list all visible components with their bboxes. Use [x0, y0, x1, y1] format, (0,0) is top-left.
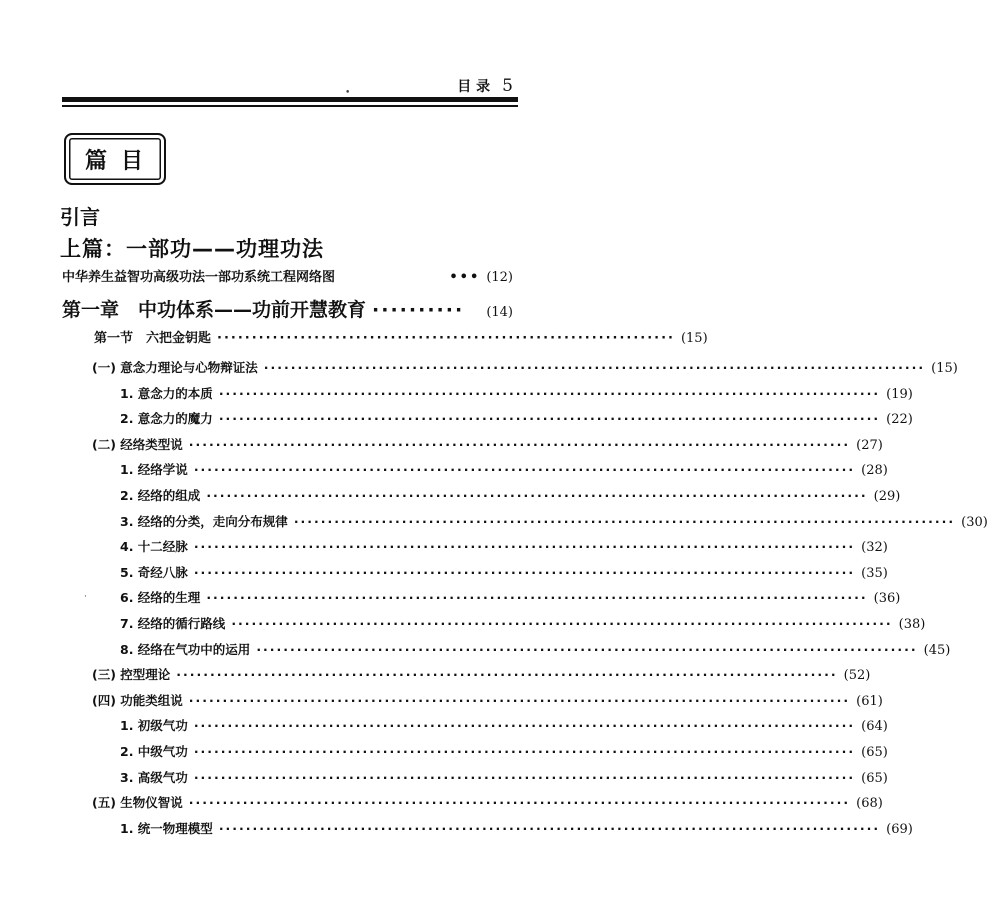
toc-entry-label: 中华养生益智功高级功法一部功系统工程网络图	[62, 270, 336, 285]
toc-entry[interactable]	[120, 409, 913, 428]
toc-page-number: (61)	[856, 693, 883, 709]
toc-entry-label: (四) 功能类组说	[92, 692, 183, 708]
toc-entry[interactable]	[92, 665, 871, 684]
toc-entry-label: (五) 生物仪智说	[92, 795, 183, 811]
toc-leader-dots: ··································································································	[193, 718, 856, 734]
toc-page-number: (38)	[898, 617, 926, 632]
toc-entry[interactable]	[120, 486, 901, 504]
toc-leader-dots: ··································································································	[176, 667, 838, 683]
toc-entry[interactable]	[92, 793, 883, 812]
toc-leader-dots: •••	[449, 270, 481, 285]
toc-entry-label: (一) 意念力理论与心物辩证法	[92, 360, 258, 375]
toc-leader-dots: ··································································································	[193, 744, 856, 759]
toc-leader-dots: ··································································································	[193, 769, 856, 785]
toc-page-number: (29)	[873, 489, 901, 504]
toc-leader-dots: ··································································	[217, 331, 675, 346]
toc-entry-label: (三) 控型理论	[92, 667, 171, 683]
toc-leader-dots: ··································································································	[218, 820, 881, 836]
toc-leader-dots: ··································································································	[263, 360, 926, 375]
toc-entry[interactable]	[120, 742, 888, 760]
toc-entry[interactable]	[120, 768, 888, 786]
header-rule-thick	[62, 97, 518, 102]
toc-page-number: (27)	[856, 437, 883, 453]
toc-leader-dots: ··········	[372, 299, 465, 321]
toc-entry-network-map[interactable]	[62, 266, 513, 285]
toc-entry-label: 3. 高级气功	[120, 769, 188, 785]
toc-page-number: (15)	[931, 361, 958, 376]
toc-page-number: (19)	[886, 386, 913, 402]
toc-entry-label: 8. 经络在气功中的运用	[120, 641, 251, 657]
toc-entry[interactable]	[92, 691, 883, 709]
toc-page-number: (35)	[861, 565, 888, 581]
toc-leader-dots: ··································································································	[293, 513, 956, 529]
toc-leader-dots: ··································································································	[231, 616, 893, 631]
toc-entry[interactable]	[92, 358, 958, 376]
toc-entry-label: 1. 意念力的本质	[120, 385, 213, 401]
toc-page-number: (65)	[861, 770, 888, 786]
toc-entry[interactable]	[120, 384, 913, 402]
toc-entry-label: 2. 中级气功	[120, 744, 188, 759]
toc-page-number: (36)	[873, 591, 901, 607]
toc-entry[interactable]	[120, 588, 901, 607]
toc-page-number: (52)	[843, 668, 871, 684]
toc-entry-label: 1. 统一物理模型	[120, 820, 213, 836]
toc-entry-label: (二) 经络类型说	[92, 436, 183, 452]
toc-entry[interactable]	[120, 563, 888, 581]
toc-page-number: (45)	[923, 642, 951, 658]
toc-entry-label: 6. 经络的生理	[120, 590, 201, 606]
toc-entry-label: 2. 经络的组成	[120, 488, 201, 503]
scan-speck: ·	[84, 592, 87, 602]
toc-entry-section-1[interactable]	[94, 327, 708, 346]
toc-page-number: (22)	[886, 412, 913, 428]
toc-page-number: (68)	[856, 796, 883, 812]
toc-entry[interactable]	[120, 716, 888, 735]
toc-leader-dots: ··································································································	[188, 692, 851, 708]
toc-entry-label: 1. 初级气功	[120, 718, 188, 734]
toc-entry-label: 2. 意念力的魔力	[120, 411, 213, 427]
scan-speck: •	[345, 88, 351, 98]
toc-leader-dots: ··································································································	[206, 488, 868, 503]
toc-leader-dots: ··································································································	[206, 590, 868, 606]
toc-entry-label: 5. 奇经八脉	[120, 564, 188, 580]
toc-page-number: (28)	[861, 463, 888, 479]
running-header-label: 目 录	[457, 79, 491, 95]
toc-leader-dots: ··································································································	[218, 385, 881, 401]
header-rule-thin	[62, 105, 518, 107]
part-heading[interactable]: 上篇：一部功——功理功法	[60, 237, 324, 261]
intro-heading[interactable]: 引言	[60, 205, 100, 229]
toc-leader-dots: ··································································································	[193, 462, 856, 478]
toc-page-number: (30)	[961, 514, 988, 530]
toc-entry[interactable]	[120, 460, 888, 479]
toc-entry-label: 7. 经络的循行路线	[120, 616, 226, 631]
toc-entry-label: 第一节 六把金钥匙	[94, 331, 212, 346]
page-number: 5	[502, 76, 513, 96]
toc-page-number: (69)	[886, 821, 913, 837]
toc-page-number: (64)	[861, 719, 888, 735]
toc-entry[interactable]	[92, 435, 883, 453]
toc-entry[interactable]	[120, 819, 913, 837]
toc-entry[interactable]	[120, 640, 951, 658]
toc-leader-dots: ··································································································	[193, 564, 856, 580]
toc-leader-dots: ··································································································	[188, 795, 851, 811]
toc-entry-chapter-1[interactable]	[62, 295, 513, 322]
toc-page-number: (12)	[486, 270, 513, 285]
section-title-box: 篇目	[64, 133, 166, 185]
toc-entry-label: 第一章 中功体系——功前开慧教育	[62, 299, 367, 321]
toc-page-number: (14)	[486, 305, 513, 320]
running-header	[457, 76, 513, 96]
toc-entry[interactable]	[120, 537, 888, 556]
toc-leader-dots: ··································································································	[256, 641, 918, 657]
toc-leader-dots: ··································································································	[188, 436, 851, 452]
toc-leader-dots: ··································································································	[193, 539, 856, 555]
toc-page-number: (15)	[680, 331, 708, 346]
toc-page-number: (32)	[861, 540, 888, 556]
toc-entry-label: 3. 经络的分类，走向分布规律	[120, 513, 288, 529]
toc-entry[interactable]	[120, 614, 926, 632]
toc-page-number: (65)	[861, 745, 888, 760]
toc-entry-label: 4. 十二经脉	[120, 539, 188, 555]
toc-entry-label: 1. 经络学说	[120, 462, 188, 478]
toc-leader-dots: ··································································································	[218, 411, 881, 427]
toc-entry[interactable]	[120, 512, 988, 530]
